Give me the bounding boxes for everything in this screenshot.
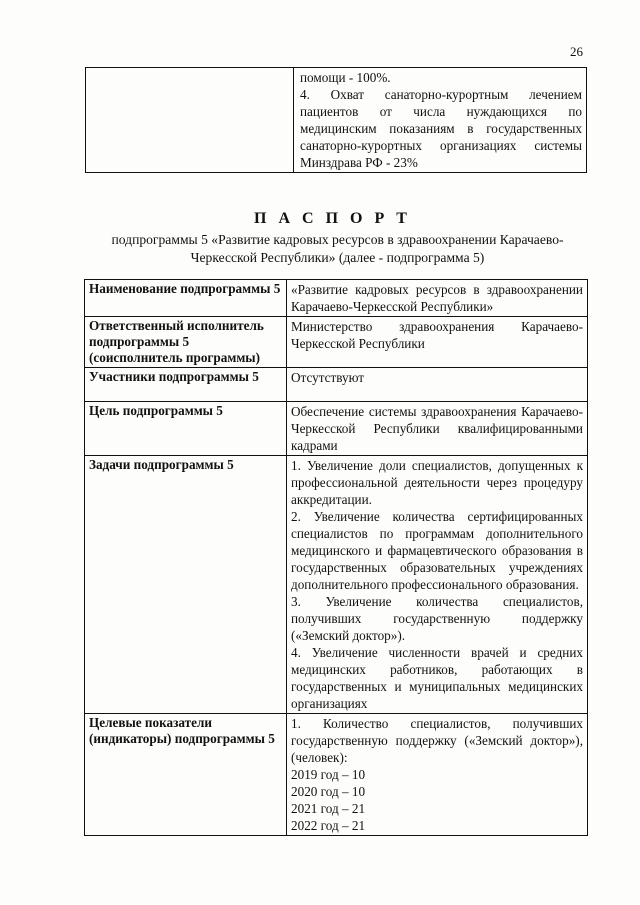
- passport-table: [84, 279, 588, 836]
- row-value: Министерство здравоохранения Карачаево-Черкесской Республики: [287, 317, 588, 368]
- table-row: [85, 317, 588, 368]
- task-item: 3. Увеличение количества специалистов, получивших государственную поддержку («Земский доктор»).: [291, 594, 583, 643]
- continued-left-cell: [86, 68, 294, 173]
- continued-line: помощи - 100%.: [300, 70, 391, 85]
- indicator-year: 2020 год – 10: [291, 784, 366, 799]
- row-label: Наименование подпрограммы 5: [85, 280, 287, 317]
- row-label: Целевые показатели (индикаторы) подпрограммы 5: [85, 714, 287, 836]
- continued-right-cell: [294, 68, 587, 173]
- table-row: [85, 368, 588, 402]
- row-label: Ответственный исполнитель подпрограммы 5 (соисполнитель программы): [85, 317, 287, 368]
- indicator-year: 2021 год – 21: [291, 801, 366, 816]
- indicator-year: 2022 год – 21: [291, 818, 366, 833]
- table-row: [85, 280, 588, 317]
- task-item: 2. Увеличение количества сертифицированных специалистов по программам дополнительного медицинского и фармацевтического образования в государственных образовательных учреждениях дополнительного профессионального образования.: [291, 509, 583, 592]
- row-label: Цель подпрограммы 5: [85, 402, 287, 456]
- table-row: [86, 68, 587, 173]
- passport-title: П А С П О Р Т: [254, 210, 411, 227]
- passport-subtitle: подпрограммы 5 «Развитие кадровых ресурсов в здравоохранении Карачаево-Черкесской Республики» (далее - подпрограмма 5): [111, 232, 564, 265]
- table-row: [85, 402, 588, 456]
- row-label: Участники подпрограммы 5: [85, 368, 287, 402]
- task-item: 4. Увеличение численности врачей и средних медицинских работников, работающих в государственных и муниципальных медицинских организациях: [291, 645, 583, 711]
- row-value: Обеспечение системы здравоохранения Карачаево-Черкесской Республики квалифицированными кадрами: [287, 402, 588, 456]
- continued-table: [85, 67, 587, 173]
- row-value: [287, 456, 588, 714]
- page-number: 26: [570, 44, 583, 59]
- indicator-year: 2019 год – 10: [291, 767, 366, 782]
- row-value: «Развитие кадровых ресурсов в здравоохранении Карачаево-Черкесской Республики»: [287, 280, 588, 317]
- row-value: Отсутствуют: [287, 368, 588, 402]
- table-row: [85, 714, 588, 836]
- task-item: 1. Увеличение доли специалистов, допущенных к профессиональной деятельности через процедуру аккредитации.: [291, 458, 583, 507]
- continued-line: 4. Охват санаторно-курортным лечением пациентов от числа нуждающихся по медицинским показаниям в государственных санаторно-курортных организациях системы Минздрава РФ - 23%: [300, 87, 582, 170]
- indicator-intro: 1. Количество специалистов, получивших государственную поддержку («Земский доктор»), (человек):: [291, 716, 583, 765]
- row-value: [287, 714, 588, 836]
- row-label: Задачи подпрограммы 5: [85, 456, 287, 714]
- table-row: [85, 456, 588, 714]
